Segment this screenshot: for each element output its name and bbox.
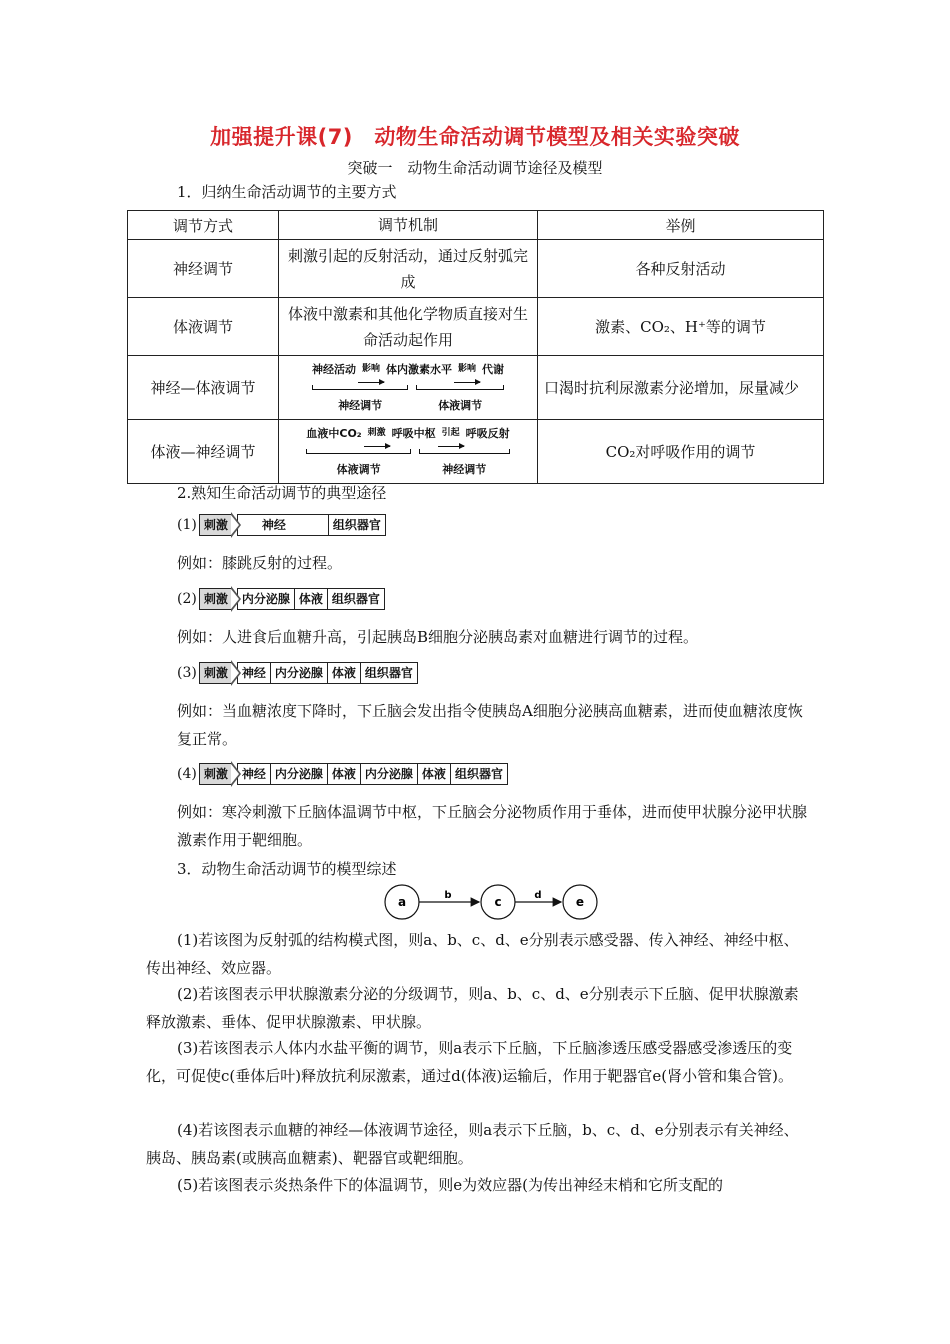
table-cell: 各种反射活动: [538, 240, 824, 298]
arrow: [364, 420, 390, 447]
pathway-node: 内分泌腺: [270, 662, 328, 684]
node-label: c: [494, 895, 502, 909]
table-cell: 体液中激素和其他化学物质直接对生命活动起作用: [279, 298, 538, 356]
model-point: (5)若该图表示炎热条件下的体温调节，则e为效应器(为传出神经末梢和它所支配的: [177, 1176, 723, 1194]
brace-group: [312, 356, 504, 419]
page-title: 加强提升课(7) 动物生命活动调节模型及相关实验突破: [210, 125, 740, 149]
pathway-example: 例如：膝跳反射的过程。: [177, 554, 343, 572]
mechanism-diagram: [279, 420, 538, 484]
pathway-node: 刺激: [199, 514, 232, 536]
pathway-number: (2): [177, 591, 197, 607]
table-header: 调节方式: [128, 211, 279, 240]
table-cell: 神经调节: [128, 240, 279, 298]
brace-label: 体液调节: [438, 399, 483, 412]
model-diagram: [380, 882, 600, 922]
pathway-number: (3): [177, 665, 197, 681]
table-cell: 刺激引起的反射活动，通过反射弧完成: [279, 240, 538, 298]
table-row: [128, 240, 824, 298]
pathway-node: 内分泌腺: [360, 763, 418, 785]
table-cell: 神经—体液调节: [128, 356, 279, 420]
section-1-heading: 1．归纳生命活动调节的主要方式: [177, 183, 397, 201]
arrow-label: 影响: [457, 364, 476, 374]
arrow-label: d: [534, 890, 542, 901]
pathway-node: 内分泌腺: [237, 588, 295, 610]
mechanism-diagram: [279, 356, 538, 420]
diagram-node: 呼吸中枢: [391, 427, 436, 440]
arrow-label: 刺激: [367, 428, 386, 438]
pathway-example: 例如：当血糖浓度下降时，下丘脑会发出指令使胰岛A细胞分泌胰高血糖素，进而使血糖浓度恢复正常。: [177, 702, 803, 748]
table-header: 举例: [538, 211, 824, 240]
pathway-node: 神经: [237, 662, 271, 684]
table-cell: 体液—神经调节: [128, 420, 279, 484]
pathway-number: (4): [177, 766, 197, 782]
arrow-label: 引起: [441, 428, 460, 438]
pathway-node: 组织器官: [328, 514, 386, 536]
pathway-node: 刺激: [199, 763, 232, 785]
section-3-heading: 3．动物生命活动调节的模型综述: [177, 860, 397, 878]
node-label: a: [397, 895, 407, 909]
pathway-3: [177, 662, 418, 684]
pathway-node: 体液: [327, 763, 361, 785]
pathway-node: 体液: [294, 588, 328, 610]
pathway-node: 神经: [237, 514, 329, 536]
brace-group: [306, 420, 509, 483]
table-row: [128, 298, 824, 356]
pathway-node: 内分泌腺: [270, 763, 328, 785]
diagram-node: 体内激素水平: [386, 363, 452, 376]
pathway-node: 刺激: [199, 662, 232, 684]
brace-label: 体液调节: [336, 463, 381, 476]
pathway-number: (1): [177, 517, 197, 533]
table-row: [128, 420, 824, 484]
table-header: 调节机制: [279, 211, 538, 240]
pathway-node: 组织器官: [360, 662, 418, 684]
diagram-node: 呼吸反射: [465, 427, 510, 440]
arrow: [358, 356, 384, 383]
node-label: e: [575, 895, 585, 909]
arrow-label: b: [444, 890, 452, 901]
table-cell: CO₂对呼吸作用的调节: [538, 420, 824, 484]
pathway-node: 组织器官: [327, 588, 385, 610]
pathway-node: 组织器官: [450, 763, 508, 785]
diagram-node: 代谢: [482, 363, 504, 376]
pathway-2: [177, 588, 385, 610]
table-header-row: [128, 211, 824, 240]
diagram-node: 神经活动: [312, 363, 356, 376]
model-point: (2)若该图表示甲状腺激素分泌的分级调节，则a、b、c、d、e分别表示下丘脑、促甲状腺激素释放激素、垂体、促甲状腺激素、甲状腺。: [146, 985, 799, 1031]
pathway-node: 刺激: [199, 588, 232, 610]
table-cell: 口渴时抗利尿激素分泌增加，尿量减少: [538, 356, 824, 420]
arrow: [438, 420, 464, 447]
table-cell: 体液调节: [128, 298, 279, 356]
brace-label: 神经调节: [338, 399, 383, 412]
pathway-example: 例如：人进食后血糖升高，引起胰岛B细胞分泌胰岛素对血糖进行调节的过程。: [177, 628, 699, 646]
model-point: (1)若该图为反射弧的结构模式图，则a、b、c、d、e分别表示感受器、传入神经、神经中枢、传出神经、效应器。: [146, 931, 799, 977]
arrow-label: 影响: [361, 364, 380, 374]
section-2-heading: 2.熟知生命活动调节的典型途径: [177, 484, 387, 502]
brace-label: 神经调节: [442, 463, 487, 476]
arrow: [454, 356, 480, 383]
diagram-node: 血液中CO₂: [306, 427, 362, 440]
pathway-node: 体液: [327, 662, 361, 684]
regulation-table: [127, 210, 824, 484]
pathway-4: [177, 763, 508, 785]
table-cell: 激素、CO₂、H⁺等的调节: [538, 298, 824, 356]
pathway-1: [177, 514, 386, 536]
model-point: (4)若该图表示血糖的神经—体液调节途径，则a表示下丘脑，b、c、d、e分别表示有关神经、胰岛、胰岛素(或胰高血糖素)、靶器官或靶细胞。: [146, 1121, 799, 1167]
pathway-node: 神经: [237, 763, 271, 785]
section-subtitle: 突破一 动物生命活动调节途径及模型: [347, 159, 603, 177]
pathway-example: 例如：寒冷刺激下丘脑体温调节中枢，下丘脑会分泌物质作用于垂体，进而使甲状腺分泌甲状腺激素作用于靶细胞。: [177, 803, 808, 849]
pathway-node: 体液: [417, 763, 451, 785]
model-point: (3)若该图表示人体内水盐平衡的调节，则a表示下丘脑，下丘脑渗透压感受器感受渗透压的变化，可促使c(垂体后叶)释放抗利尿激素，通过d(体液)运输后，作用于靶器官e(肾小管和集合管)。: [146, 1039, 793, 1085]
table-row: [128, 356, 824, 420]
